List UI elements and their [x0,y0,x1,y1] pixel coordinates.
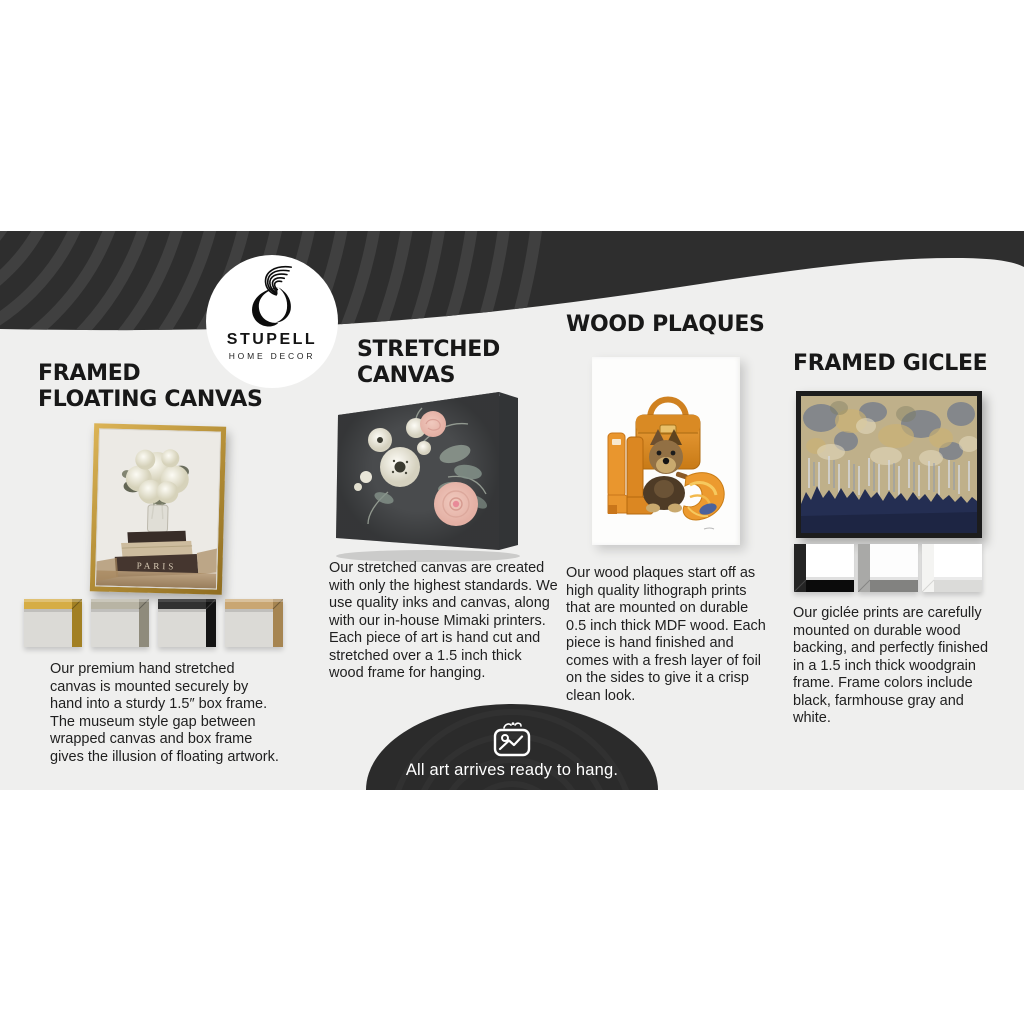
top-wave-banner [0,231,1024,335]
frame-swatch-black [794,544,854,592]
wood-plaque-product-image [592,357,740,545]
brand-name: STUPELL [226,331,318,348]
frame-swatch-gold [24,599,82,647]
title-line: FRAMED GICLEE [793,351,988,376]
footer-message: All art arrives ready to hang. [405,761,619,779]
frame-swatch-pewter [91,599,149,647]
section-title-wood-plaques [566,312,765,338]
title-line: STRETCHED [357,337,500,362]
section-title-framed-giclee [793,351,987,377]
section-description-framed-giclee: Our giclée prints are carefully mounted on durable wood backing, and perfectly finished in a 1.5 inch thick woodgrain frame. Frame colors include black, farmhouse gray and white. [793,605,989,726]
title-line: FRAMED [38,361,141,386]
title-line: FLOATING CANVAS [38,387,263,412]
brand-tagline: HOME DECOR [228,351,316,361]
footer-banner [366,704,658,790]
title-line: CANVAS [357,363,456,388]
frame-swatch-white [922,544,982,592]
section-description-wood-plaques: Our wood plaques start off as high quality lithograph prints that are mounted on durable 0.5 inch thick MDF wood. Each piece is hand finished and comes with a fresh layer of foil on the sides to give it a crisp clean look. [566,565,766,704]
title-line: WOOD PLAQUES [566,312,765,337]
frame-swatch-bronze [225,599,283,647]
giclee-frame-color-swatches [794,544,982,592]
framed-giclee-product-image [796,391,982,538]
frame-swatch-black [158,599,216,647]
floating-frame-color-swatches [24,599,283,647]
book-spine-text: PARIS [136,560,177,572]
floating-canvas-artwork [95,428,221,589]
floating-canvas-product-image [90,423,226,594]
stupell-ribbon-s-logo-icon [244,265,300,329]
section-description-framed-floating-canvas: Our premium hand stretched canvas is mounted securely by hand into a sturdy 1.5″ box frame. The museum style gap between wrapped canvas and box frame gives the illusion of floating artwork. [50,661,279,765]
stretched-canvas-product-image [328,382,528,564]
section-description-stretched-canvas: Our stretched canvas are created with only the highest standards. We use quality inks and canvas, along with our in-house Mimaki printers. Each piece of art is hand cut and stretched over a 1.5 inch thick wood frame for hanging. [329,560,558,681]
brand-logo-badge [206,255,338,388]
framed-picture-icon [489,721,535,759]
frame-swatch-gray [858,544,918,592]
